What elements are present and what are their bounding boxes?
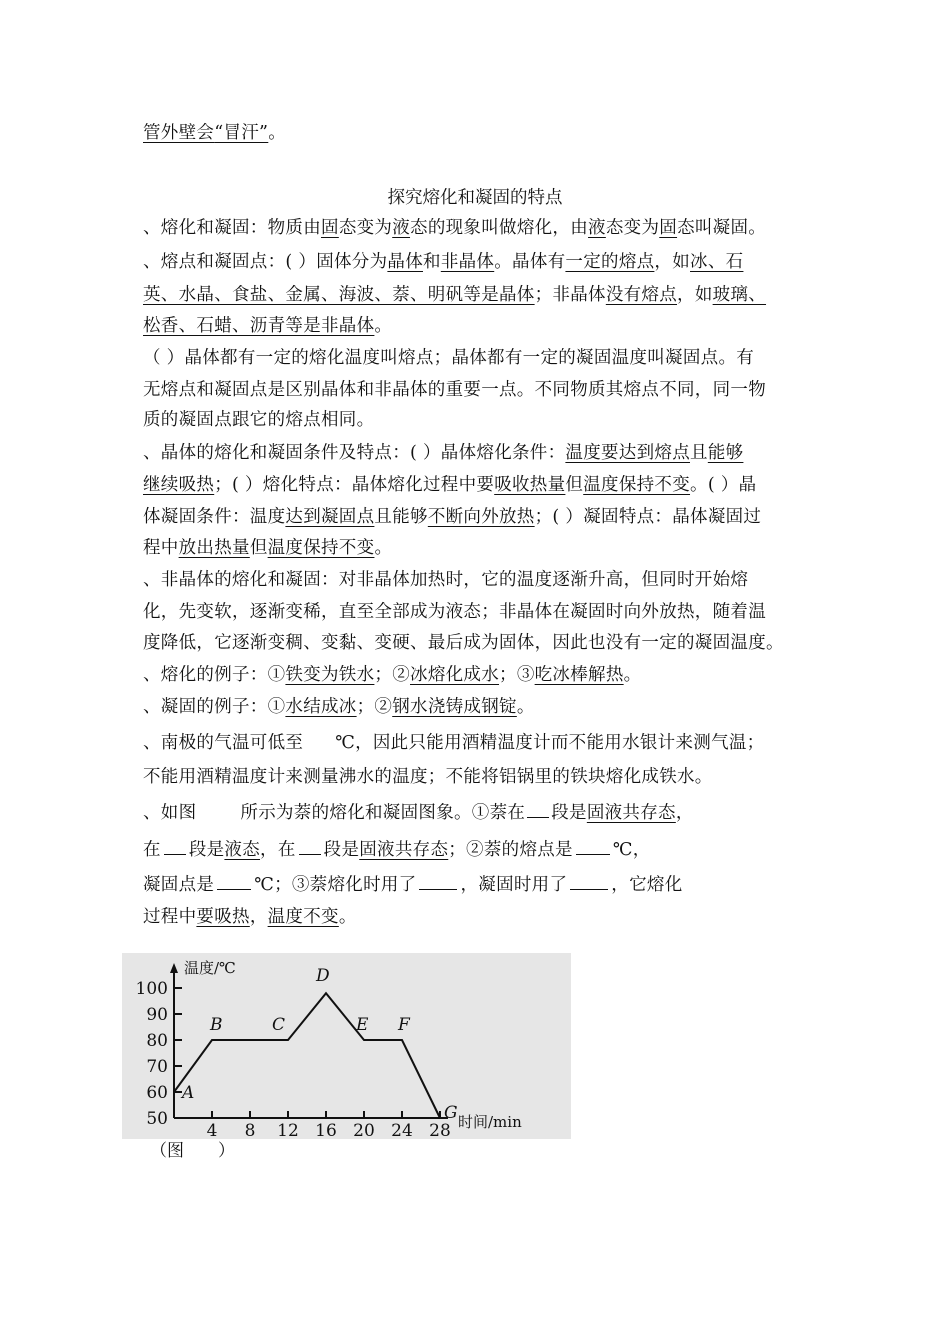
answer-blank[interactable]: [164, 836, 186, 855]
answer-blank[interactable]: [217, 871, 251, 890]
x-tick-label: 20: [353, 1121, 375, 1139]
paragraph-8-line-2: 不能用酒精温度计来测量沸水的温度；不能将铝锅里的铁块熔化成铁水。: [143, 767, 713, 787]
paragraph-9-line-2: 在 段是液态，在 段是固液共存态；②萘的熔点是 ℃，: [143, 836, 651, 862]
paragraph-7: 、凝固的例子：①水结成冰；②钢水浇铸成钢锭。: [143, 697, 535, 717]
melting-curve-chart: [122, 953, 571, 1139]
section-title: 探究熔化和凝固的特点: [387, 188, 563, 208]
point-label-c: C: [272, 1015, 286, 1035]
melting-curve-figure: [122, 953, 571, 1139]
paragraph-5-line-2: 化，先变软，逐渐变稀，直至全部成为液态；非晶体在凝固时向外放热，随着温: [143, 602, 766, 622]
figure-caption: （图 ）: [150, 1141, 235, 1161]
x-tick-label: 8: [244, 1121, 256, 1139]
paragraph-5-line-3: 度降低，它逐渐变稠、变黏、变硬、最后成为固体，因此也没有一定的凝固温度。: [143, 633, 784, 653]
paragraph-2-line-2: 英、水晶、食盐、金属、海波、萘、明矾等是晶体；非晶体没有熔点，如玻璃、: [143, 285, 767, 305]
answer-blank[interactable]: [576, 836, 610, 855]
x-tick-label: 28: [429, 1121, 451, 1139]
x-tick-label: 12: [277, 1121, 299, 1139]
point-label-g: G: [444, 1103, 458, 1123]
paragraph-3-line-1: （ ）晶体都有一定的熔化温度叫熔点；晶体都有一定的凝固温度叫凝固点。有: [143, 348, 755, 368]
y-tick-label: 80: [146, 1031, 168, 1051]
paragraph-3-line-2: 无熔点和凝固点是区别晶体和非晶体的重要一点。不同物质其熔点不同，同一物: [143, 380, 766, 400]
paragraph-6: 、熔化的例子：①铁变为铁水；②冰熔化成水；③吃冰棒解热。: [143, 665, 642, 685]
y-axis-title: 温度/℃: [184, 959, 236, 977]
answer-blank[interactable]: [527, 799, 549, 818]
x-tick-label: 16: [315, 1121, 337, 1139]
paragraph-9-line-1: 、如图 所示为萘的熔化和凝固图象。①萘在 段是固液共存态，: [143, 799, 694, 825]
point-label-a: A: [182, 1083, 195, 1103]
point-label-e: E: [356, 1015, 369, 1035]
answer-blank[interactable]: [299, 836, 321, 855]
point-label-f: F: [398, 1015, 410, 1035]
paragraph-9-line-3: 凝固点是 ℃；③萘熔化时用了 ，凝固时用了 ，它熔化: [143, 871, 683, 897]
y-tick-label: 70: [146, 1057, 168, 1077]
y-axis-arrow: [170, 963, 178, 973]
temperature-curve: [174, 993, 440, 1118]
point-label-d: D: [316, 966, 330, 987]
y-tick-label: 90: [146, 1005, 168, 1025]
paragraph-3-line-3: 质的凝固点跟它的熔点相同。: [143, 410, 375, 430]
paragraph-5-line-1: 、非晶体的熔化和凝固：对非晶体加热时，它的温度逐渐升高，但同时开始熔: [143, 570, 749, 590]
x-tick-label: 24: [391, 1121, 413, 1139]
answer-blank[interactable]: [419, 871, 457, 890]
x-axis-title: 时间/min: [458, 1113, 522, 1131]
paragraph-1: 、熔化和凝固：物质由固态变为液态的现象叫做熔化，由液态变为固态叫凝固。: [143, 218, 767, 238]
paragraph-2-line-3: 松香、石蜡、沥青等是非晶体。: [143, 316, 393, 336]
paragraph-2-line-1: 、熔点和凝固点：( ）固体分为晶体和非晶体。晶体有一定的熔点，如冰、石: [143, 252, 744, 272]
paragraph-8-line-1: 、南极的气温可低至 ℃，因此只能用酒精温度计而不能用水银计来测气温；: [143, 733, 765, 753]
y-tick-label: 50: [146, 1109, 168, 1129]
y-tick-label: 100: [135, 979, 168, 999]
paragraph-4-line-2: 继续吸热；( ）熔化特点：晶体熔化过程中要吸收热量但温度保持不变。( ）晶: [143, 475, 757, 495]
paragraph-4-line-1: 、晶体的熔化和凝固条件及特点：( ）晶体熔化条件：温度要达到熔点且能够: [143, 443, 744, 463]
paragraph-4-line-4: 程中放出热量但温度保持不变。: [143, 538, 393, 558]
paragraph-4-line-3: 体凝固条件：温度达到凝固点且能够不断向外放热；( ）凝固特点：晶体凝固过: [143, 507, 762, 527]
paragraph-9-line-4: 过程中要吸热，温度不变。: [143, 907, 357, 927]
point-label-b: B: [210, 1015, 223, 1035]
top-fragment: 管外壁会“冒汗”。: [143, 123, 287, 143]
x-tick-label: 4: [206, 1121, 218, 1139]
answer-blank[interactable]: [570, 871, 608, 890]
y-tick-label: 60: [146, 1083, 168, 1103]
